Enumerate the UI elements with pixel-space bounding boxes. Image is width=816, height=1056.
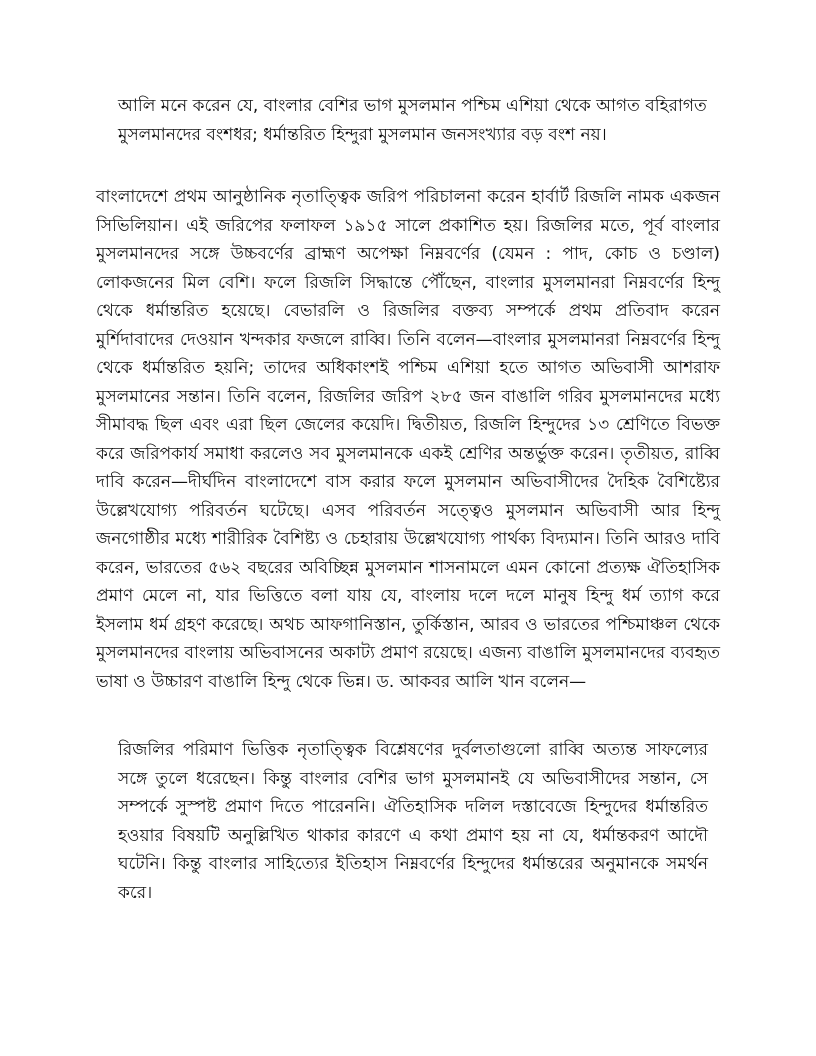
body-paragraph: বাংলাদেশে প্রথম আনুষ্ঠানিক নৃতাত্ত্বিক জরিপ পরিচালনা করেন হার্বার্ট রিজলি নামক একজন সিভিলিয়ান। এই জরিপের ফলাফল ১৯১৫ সালে প্রকাশিত হয়। রিজলির মতে, পূর্ব বাংলার মুসলমানদের সঙ্গে উচ্চবর্ণের ব্রাহ্মণ অপেক্ষা নিম্নবর্ণের (যেমন : পাদ, কোচ ও চণ্ডাল) লোকজনের মিল বেশি। ফলে রিজলি সিদ্ধান্তে পৌঁছেন, বাংলার মুসলমানরা নিম্নবর্ণের হিন্দু থেকে ধর্মান্তরিত হয়েছে। বেভারলি ও রিজলির বক্তব্য সম্পর্কে প্রথম প্রতিবাদ করেন মুর্শিদাবাদের দেওয়ান খন্দকার ফজলে রাব্বি। তিনি বলেন—বাংলার মুসলমানরা নিম্নবর্ণের হিন্দু থেকে ধর্মান্তরিত হয়নি; তাদের অধিকাংশই পশ্চিম এশিয়া হতে আগত অভিবাসী আশরাফ মুসলমানের সন্তান। তিনি বলেন, রিজলির জরিপ ২৮৫ জন বাঙালি গরিব মুসলমানদের মধ্যে সীমাবদ্ধ ছিল এবং এরা ছিল জেলের কয়েদি। দ্বিতীয়ত, রিজলি হিন্দুদের ১৩ শ্রেণিতে বিভক্ত করে জরিপকার্য সমাধা করলেও সব মুসলমানকে একই শ্রেণির অন্তর্ভুক্ত করেন। তৃতীয়ত, রাব্বি দাবি করেন—দীর্ঘদিন বাংলাদেশে বাস করার ফলে মুসলমান অভিবাসীদের দৈহিক বৈশিষ্ট্যের উল্লেখযোগ্য পরিবর্তন ঘটেছে। এসব পরিবর্তন সত্ত্বেও মুসলমান অভিবাসী আর হিন্দু জনগোষ্ঠীর মধ্যে শারীরিক বৈশিষ্ট্য ও চেহারায় উল্লেখযোগ্য পার্থক্য বিদ্যমান। তিনি আরও দাবি করেন, ভারতের ৫৬২ বছরের অবিচ্ছিন্ন মুসলমান শাসনামলে এমন কোনো প্রত্যক্ষ ঐতিহাসিক প্রমাণ মেলে না, যার ভিত্তিতে বলা যায় যে, বাংলায় দলে দলে মানুষ হিন্দু ধর্ম ত্যাগ করে ইসলাম ধর্ম গ্রহণ করেছে। অথচ আফগানিস্তান, তুর্কিস্তান, আরব ও ভারতের পশ্চিমাঞ্চল থেকে মুসলমানদের বাংলায় অভিবাসনের অকাট্য প্রমাণ রয়েছে। এজন্য বাঙালি মুসলমানদের ব্যবহৃত ভাষা ও উচ্চারণ বাঙালি হিন্দু থেকে ভিন্ন। ড. আকবর আলি খান বলেন— [96, 187, 720, 692]
block-quote-bottom: রিজলির পরিমাণ ভিত্তিক নৃতাত্ত্বিক বিশ্লেষণের দুর্বলতাগুলো রাব্বি অত্যন্ত সাফল্যের সঙ্গে তুলে ধরেছেন। কিন্তু বাংলার বেশির ভাগ মুসলমানই যে অভিবাসীদের সন্তান, সে সম্পর্কে সুস্পষ্ট প্রমাণ দিতে পারেননি। ঐতিহাসিক দলিল দস্তাবেজে হিন্দুদের ধর্মান্তরিত হওয়ার বিষয়টি অনুল্লিখিত থাকার কারণে এ কথা প্রমাণ হয় না যে, ধর্মান্তকরণ আদৌ ঘটেনি। কিন্তু বাংলার সাহিত্যের ইতিহাস নিম্নবর্ণের হিন্দুদের ধর্মান্তরের অনুমানকে সমর্থন করে। [118, 740, 708, 903]
block-quote-top: আলি মনে করেন যে, বাংলার বেশির ভাগ মুসলমান পশ্চিম এশিয়া থেকে আগত বহিরাগত মুসলমানদের বংশধর; ধর্মান্তরিত হিন্দুরা মুসলমান জনসংখ্যার বড় বংশ নয়। [118, 96, 707, 145]
